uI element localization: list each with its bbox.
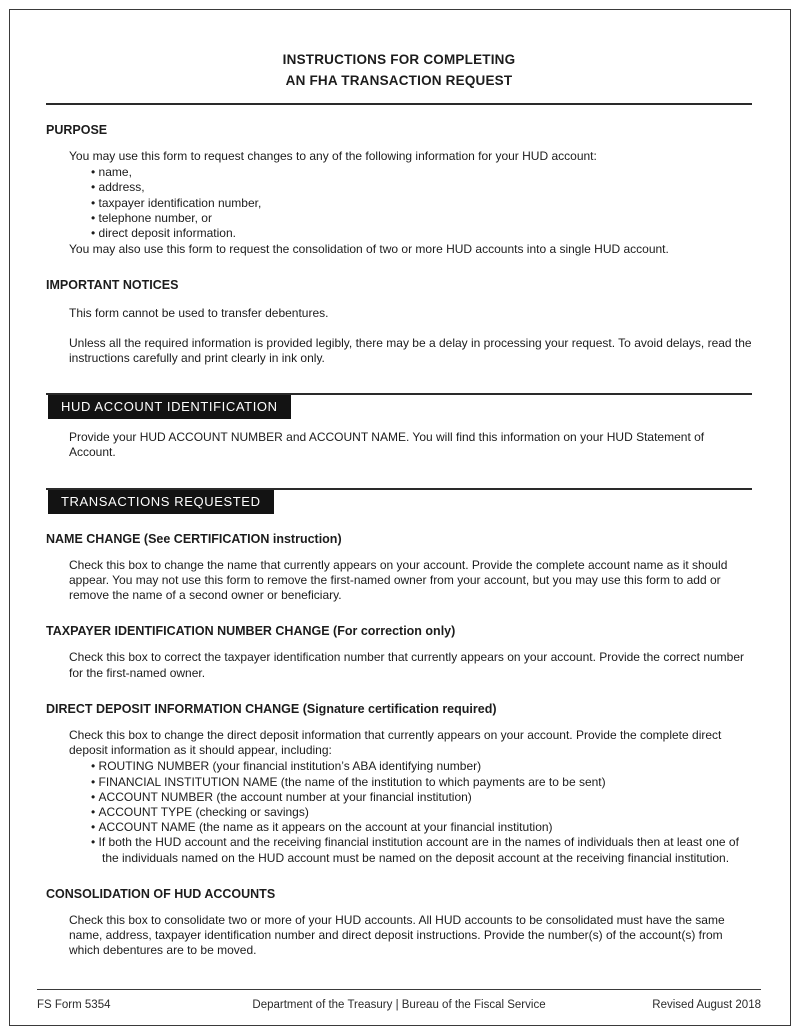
list-item: • direct deposit information. xyxy=(91,226,752,241)
footer-revision-date: Revised August 2018 xyxy=(652,999,761,1011)
purpose-section xyxy=(46,123,752,258)
hud-account-identification-section xyxy=(46,393,752,460)
important-notices-paragraph: Unless all the required information is provided legibly, there may be a delay in processing your request. To avoid delays, read the instructions carefully and print clearly in ink only. xyxy=(69,335,752,365)
document-title-line2: AN FHA TRANSACTION REQUEST xyxy=(285,72,513,88)
list-item: • name, xyxy=(91,165,752,180)
consolidation-heading: CONSOLIDATION OF HUD ACCOUNTS xyxy=(46,886,276,901)
section-divider xyxy=(46,488,752,514)
direct-deposit-bullet-list xyxy=(91,759,752,866)
document-title-line1: INSTRUCTIONS FOR COMPLETING xyxy=(282,52,516,67)
important-notices-section xyxy=(46,278,752,366)
purpose-intro: You may use this form to request changes to any of the following information for your HUD account: xyxy=(69,148,597,163)
name-change-heading: NAME CHANGE (See CERTIFICATION instruction) xyxy=(46,531,342,546)
title-divider xyxy=(46,103,752,105)
document-title xyxy=(46,50,752,92)
footer-form-number: FS Form 5354 xyxy=(37,999,111,1011)
consolidation-body: Check this box to consolidate two or more of your HUD accounts. All HUD accounts to be consolidated must have the same name, address, taxpayer identification number and direct deposit instructions. Provide the number(s) of the account(s) from which debentures are to be moved. xyxy=(69,912,725,958)
purpose-heading: PURPOSE xyxy=(46,122,108,137)
tin-change-heading: TAXPAYER IDENTIFICATION NUMBER CHANGE (For correction only) xyxy=(46,624,456,639)
section-divider xyxy=(46,393,752,419)
purpose-outro: You may also use this form to request the consolidation of two or more HUD accounts into a single HUD account. xyxy=(69,242,669,257)
document-content xyxy=(10,10,790,959)
name-change-body: Check this box to change the name that currently appears on your account. Provide the complete account name as it should appear. You may not use this form to remove the first-named owner from your account, but you may use this form to add or remove the name of a second owner or beneficiary. xyxy=(69,557,728,603)
hud-account-identification-bar: HUD ACCOUNT IDENTIFICATION xyxy=(48,395,291,419)
page-footer xyxy=(37,989,761,1011)
list-item: • ACCOUNT NAME (the name as it appears on the account at your financial institution) xyxy=(91,820,752,835)
footer-agency: Department of the Treasury | Bureau of the Fiscal Service xyxy=(252,999,546,1011)
purpose-bullet-list xyxy=(91,165,752,241)
list-item: • FINANCIAL INSTITUTION NAME (the name of the institution to which payments are to be sent) xyxy=(91,775,752,790)
direct-deposit-change-intro: Check this box to change the direct deposit information that currently appears on your account. Provide the complete direct deposit information as it should appear, including: xyxy=(69,727,722,758)
list-item: • ACCOUNT NUMBER (the account number at your financial institution) xyxy=(91,790,752,805)
transactions-requested-bar: TRANSACTIONS REQUESTED xyxy=(48,490,274,514)
list-item: • If both the HUD account and the receiving financial institution account are in the names of individuals then at least one of the individuals named on the HUD account must be named on the deposit account at the receiving financial institution. xyxy=(91,835,752,865)
direct-deposit-change-heading: DIRECT DEPOSIT INFORMATION CHANGE (Signature certification required) xyxy=(46,701,497,716)
list-item: • taxpayer identification number, xyxy=(91,196,752,211)
list-item: • telephone number, or xyxy=(91,211,752,226)
important-notices-paragraph: This form cannot be used to transfer debentures. xyxy=(69,306,329,321)
page-border-frame xyxy=(9,9,791,1026)
important-notices-heading: IMPORTANT NOTICES xyxy=(46,278,179,293)
list-item: • ROUTING NUMBER (your financial institution’s ABA identifying number) xyxy=(91,759,752,774)
transactions-requested-section xyxy=(46,488,752,959)
list-item: • address, xyxy=(91,180,752,195)
list-item: • ACCOUNT TYPE (checking or savings) xyxy=(91,805,752,820)
hud-account-identification-body: Provide your HUD ACCOUNT NUMBER and ACCOUNT NAME. You will find this information on your HUD Statement of Account. xyxy=(69,430,705,460)
tin-change-body: Check this box to correct the taxpayer identification number that currently appears on your account. Provide the correct number for the first-named owner. xyxy=(69,650,745,680)
